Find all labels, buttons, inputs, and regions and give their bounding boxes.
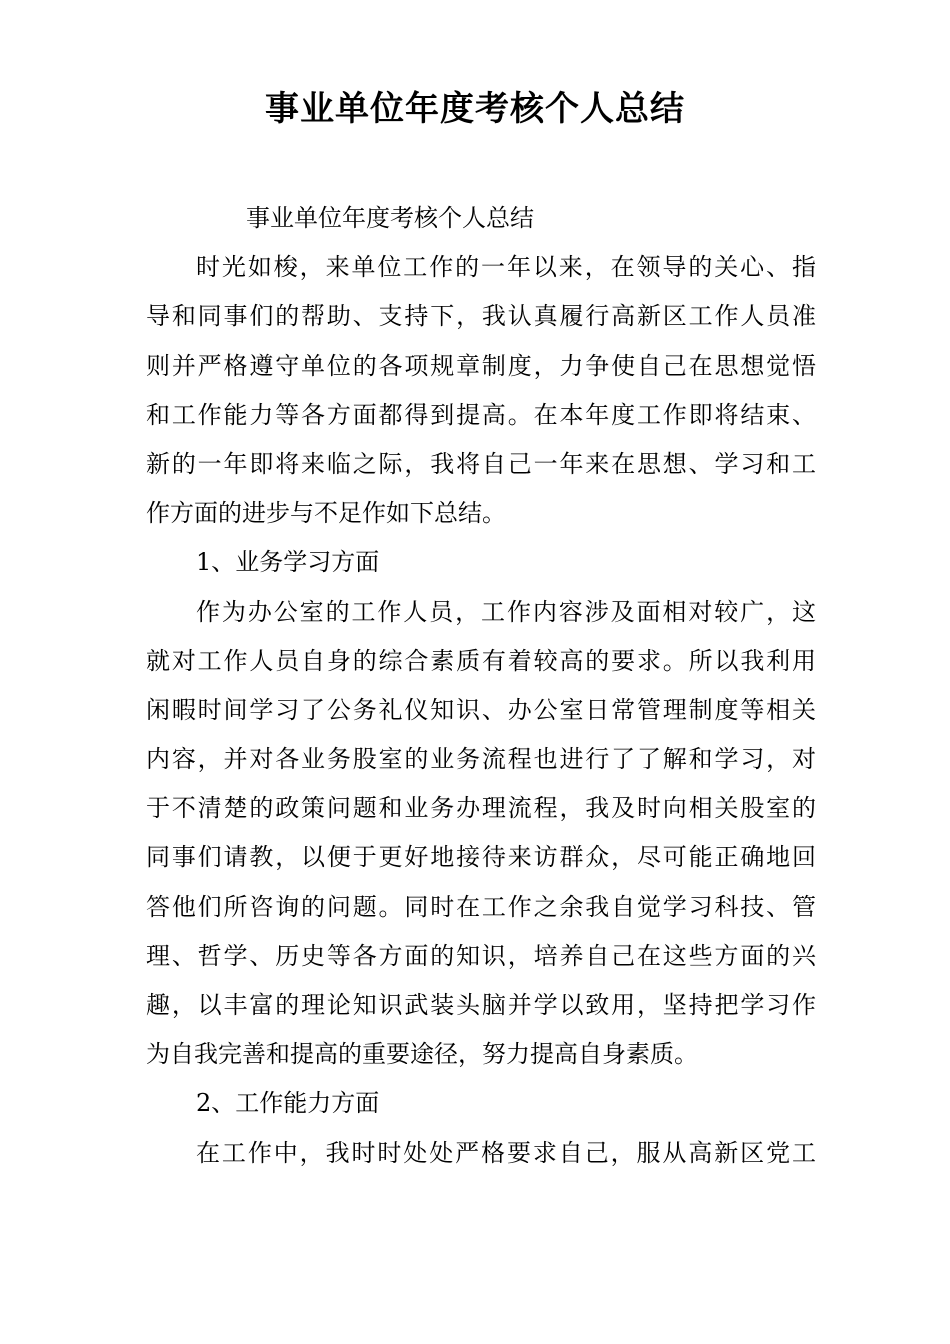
paragraph-line: 和工作能力等各方面都得到提高。在本年度工作即将结束、 bbox=[146, 400, 816, 429]
paragraph-line: 作方面的进步与不足作如下总结。 bbox=[146, 499, 506, 528]
paragraph-line: 则并严格遵守单位的各项规章制度，力争使自己在思想觉悟 bbox=[146, 351, 816, 380]
paragraph-line: 为自我完善和提高的重要途径，努力提高自身素质。 bbox=[146, 1040, 698, 1069]
paragraph-line: 导和同事们的帮助、支持下，我认真履行高新区工作人员准 bbox=[146, 302, 816, 331]
section-heading: 1、业务学习方面 bbox=[196, 548, 380, 577]
paragraph-line: 时光如梭，来单位工作的一年以来，在领导的关心、指 bbox=[196, 253, 816, 282]
document-subtitle: 事业单位年度考核个人总结 bbox=[246, 204, 534, 232]
paragraph-line: 理、哲学、历史等各方面的知识，培养自己在这些方面的兴 bbox=[146, 941, 816, 970]
document-body bbox=[146, 194, 816, 1178]
paragraph-line: 答他们所咨询的问题。同时在工作之余我自觉学习科技、管 bbox=[146, 892, 816, 921]
paragraph-line: 在工作中，我时时处处严格要求自己，服从高新区党工 bbox=[196, 1138, 816, 1167]
paragraph-line: 作为办公室的工作人员，工作内容涉及面相对较广，这 bbox=[196, 597, 816, 626]
paragraph-line: 内容，并对各业务股室的业务流程也进行了了解和学习，对 bbox=[146, 745, 816, 774]
section-heading: 2、工作能力方面 bbox=[196, 1089, 380, 1118]
paragraph-line: 新的一年即将来临之际，我将自己一年来在思想、学习和工 bbox=[146, 449, 816, 478]
paragraph-line: 于不清楚的政策问题和业务办理流程，我及时向相关股室的 bbox=[146, 794, 816, 823]
document-title: 事业单位年度考核个人总结 bbox=[265, 89, 685, 129]
paragraph-line: 趣，以丰富的理论知识武装头脑并学以致用，坚持把学习作 bbox=[146, 991, 816, 1019]
paragraph-line: 就对工作人员自身的综合素质有着较高的要求。所以我利用 bbox=[146, 646, 816, 675]
paragraph-line: 同事们请教，以便于更好地接待来访群众，尽可能正确地回 bbox=[146, 843, 816, 872]
paragraph-line: 闲暇时间学习了公务礼仪知识、办公室日常管理制度等相关 bbox=[146, 695, 816, 724]
